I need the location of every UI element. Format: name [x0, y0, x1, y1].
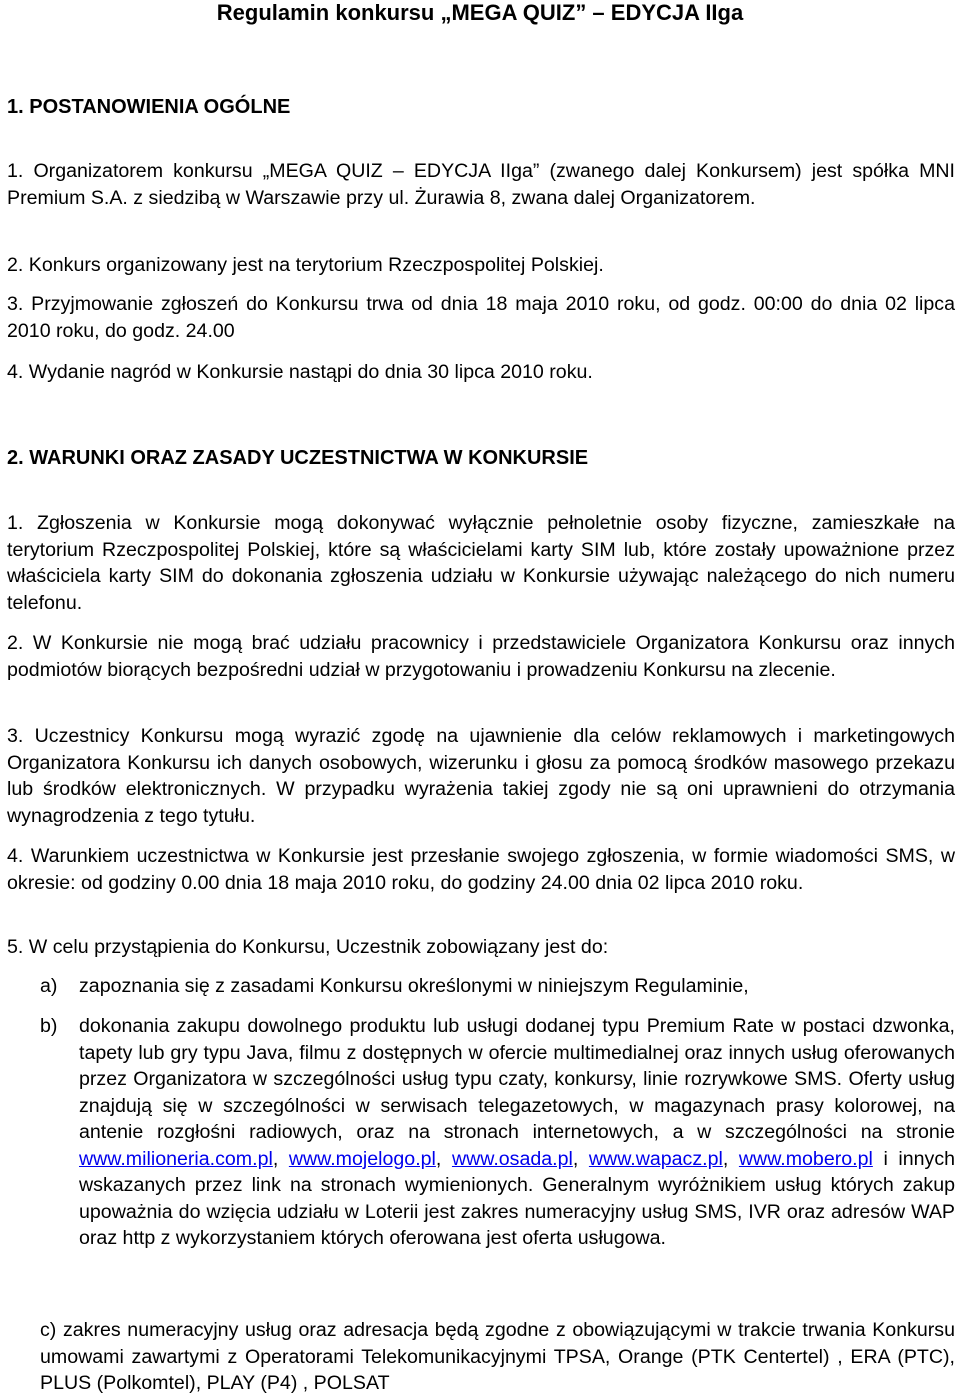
link-separator: ,	[722, 1147, 729, 1170]
list-item-b-text-part-1: dokonania zakupu dowolnego produktu lub usługi dodanej typu Premium Rate w postaci dzwonka, tapety lub gry typu Java, filmu z dostępnych w ofercie multimedialnej oraz innych usług oferowanych przez Organizatora w szczególności usług typu czaty, konkursy, linie rozrywkowe SMS. Oferty usług znajdują się w szczególności w serwisach telegazetowych, w magazynach prasy kolorowej, na antenie rozgłośni radiowych, oraz na stronach internetowych, a w szczególności na stronie	[79, 1015, 955, 1143]
list-item-c-text: c) zakres numeracyjny usług oraz adresacja będą zgodne z obowiązującymi w trakcie trwania Konkursu umowami zawartymi z Operatorami Telekomunikacyjnymi TPSA, Orange (PTK Centertel) , ERA (PTC), PLUS (Polkomtel), PLAY (P4) , POLSAT	[40, 1319, 955, 1394]
list-item-a-label: a)	[40, 975, 58, 997]
section-2-heading: 2. WARUNKI ORAZ ZASADY UCZESTNICTWA W KONKURSIE	[7, 447, 589, 469]
section-1-heading: 1. POSTANOWIENIA OGÓLNE	[7, 96, 291, 118]
list-item-a	[40, 973, 955, 1000]
list-item-a-text: zapoznania się z zasadami Konkursu określonymi w niniejszym Regulaminie,	[79, 975, 749, 997]
section-1-paragraph-3: 3. Przyjmowanie zgłoszeń do Konkursu trwa od dnia 18 maja 2010 roku, od godz. 00:00 do dnia 02 lipca 2010 roku, do godz. 24.00	[7, 293, 955, 342]
section-2-paragraph-5: 5. W celu przystąpienia do Konkursu, Uczestnik zobowiązany jest do:	[7, 936, 609, 958]
link-mojelogo[interactable]: www.mojelogo.pl	[288, 1147, 436, 1170]
list-item-c	[40, 1317, 955, 1397]
section-1-paragraph-2: 2. Konkurs organizowany jest na terytorium Rzeczpospolitej Polskiej.	[7, 254, 604, 276]
document-title: Regulamin konkursu „MEGA QUIZ” – EDYCJA IIga	[216, 0, 744, 25]
section-2-paragraph-2: 2. W Konkursie nie mogą brać udziału pracownicy i przedstawiciele Organizatora Konkursu oraz innych podmiotów biorących bezpośredni udział w przygotowaniu i prowadzeniu Konkursu na zlecenie.	[7, 632, 955, 681]
link-separator: ,	[272, 1147, 279, 1170]
section-1-paragraph-1: 1. Organizatorem konkursu „MEGA QUIZ – EDYCJA IIga” (zwanego dalej Konkursem) jest spółka MNI Premium S.A. z siedzibą w Warszawie przy ul. Żurawia 8, zwana dalej Organizatorem.	[7, 160, 955, 209]
list-item-b-text	[79, 1013, 955, 1252]
link-milioneria[interactable]: www.milioneria.com.pl	[79, 1147, 273, 1170]
link-wapacz[interactable]: www.wapacz.pl	[588, 1147, 723, 1170]
section-1-paragraph-4: 4. Wydanie nagród w Konkursie nastąpi do dnia 30 lipca 2010 roku.	[7, 361, 593, 383]
link-separator: ,	[572, 1147, 579, 1170]
section-2-paragraph-4: 4. Warunkiem uczestnictwa w Konkursie jest przesłanie swojego zgłoszenia, w formie wiadomości SMS, w okresie: od godziny 0.00 dnia 18 maja 2010 roku, do godziny 24.00 dnia 02 lipca 2010 roku.	[7, 845, 955, 894]
list-item-b	[40, 1013, 955, 1252]
link-separator: ,	[435, 1147, 442, 1170]
list-item-b-text-part-2: i innych wskazanych przez link na stronach wymienionych. Generalnym wyróżnikiem usług których zakup upoważnia do wzięcia udziału w Loterii jest zakres numeracyjny usług SMS, IVR oraz adresów WAP oraz http z wykorzystaniem których oferowana jest oferta usługowa.	[79, 1147, 956, 1249]
section-2-paragraph-1: 1. Zgłoszenia w Konkursie mogą dokonywać wyłącznie pełnoletnie osoby fizyczne, zamieszkałe na terytorium Rzeczpospolitej Polskiej, które są właścicielami karty SIM lub, które zostały upoważnione przez właściciela karty SIM do dokonania zgłoszenia udziału w Konkursie używając należącego do nich numeru telefonu.	[7, 512, 955, 614]
link-osada[interactable]: www.osada.pl	[451, 1147, 573, 1170]
link-mobero[interactable]: www.mobero.pl	[738, 1147, 873, 1170]
list-item-b-label: b)	[40, 1015, 58, 1037]
section-2-paragraph-3: 3. Uczestnicy Konkursu mogą wyrazić zgodę na ujawnienie dla celów reklamowych i marketingowych Organizatora Konkursu ich danych osobowych, wizerunku i głosu za pomocą środków masowego przekazu lub środków elektronicznych. W przypadku wyrażenia takiej zgody nie są oni uprawnieni do otrzymania wynagrodzenia z tego tytułu.	[7, 725, 955, 827]
